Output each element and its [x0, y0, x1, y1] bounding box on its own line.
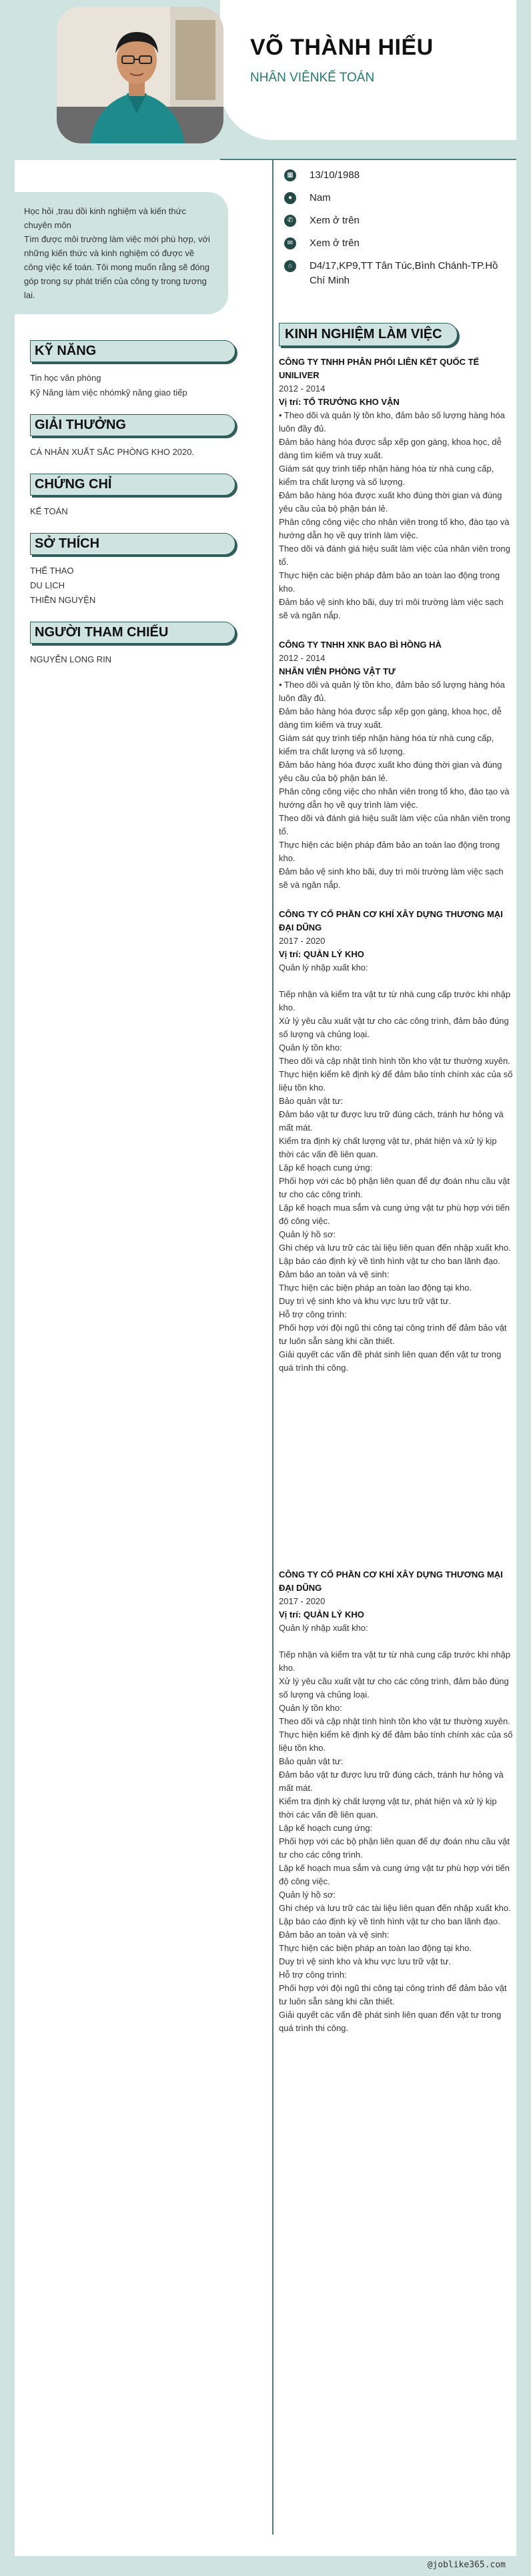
hobbies-section: [30, 533, 223, 607]
contact-address: [284, 259, 511, 288]
address-value: D4/17,KP9,TT Tân Túc,Bình Chánh-TP.Hồ Chí Minh: [310, 260, 498, 286]
job-duty-line: Thực hiện kiểm kê định kỳ để đảm bảo tính chính xác của số liệu tồn kho.: [279, 1069, 513, 1093]
job-duty-line: Đảm bảo hàng hóa được xuất kho đúng thời gian và đúng yêu cầu của bộ phận bán lẻ.: [279, 760, 502, 783]
job-duty-line: Giám sát quy trình tiếp nhận hàng hóa từ nhà cung cấp, kiểm tra chất lượng và số lượng.: [279, 733, 494, 756]
job-duty-line: Lập kế hoạch mua sắm và cung ứng vật tư phù hợp với tiến độ công việc.: [279, 1203, 510, 1226]
job-duty-line: Kiểm tra định kỳ chất lượng vật tư, phát hiện và xử lý kịp thời các vấn đề liên quan.: [279, 1136, 497, 1159]
skill-item: Tin học văn phòng: [30, 373, 101, 383]
job-duty-line: Đảm bảo hàng hóa được sắp xếp gọn gàng, khoa học, dễ dàng tìm kiếm và truy xuất.: [279, 437, 502, 460]
job-entry: [279, 356, 514, 622]
career-objective: [15, 192, 228, 314]
job-duty-line: Thực hiện các biện pháp đảm bảo an toàn lao động trong kho.: [279, 840, 500, 863]
job-position: NHÂN VIÊN PHÒNG VẬT TƯ: [279, 666, 396, 676]
references-section: [30, 622, 223, 666]
award-item: CÁ NHÂN XUẤT SẮC PHÒNG KHO 2020.: [30, 447, 195, 457]
job-entry: [279, 638, 514, 892]
job-duty-line: Ghi chép và lưu trữ các tài liệu liên quan đến nhập xuất kho.: [279, 1243, 511, 1253]
awards-section: [30, 414, 223, 459]
job-duty-line: Tiếp nhận và kiểm tra vật tư từ nhà cung cấp trước khi nhập kho.: [279, 1650, 511, 1673]
job-duty-line: Phân công công việc cho nhân viên trong tổ kho, đào tạo và hướng dẫn họ về quy trình làm việc.: [279, 517, 510, 540]
left-column: [30, 340, 223, 681]
job-period: 2012 - 2014: [279, 384, 326, 394]
job-duty-line: Đảm bảo vật tư được lưu trữ đúng cách, tránh hư hỏng và mất mát.: [279, 1770, 504, 1793]
job-duty-line: Lập báo cáo định kỳ về tình hình vật tư cho ban lãnh đạo.: [279, 1256, 500, 1266]
job-duty-line: Theo dõi và đánh giá hiệu suất làm việc của nhân viên trong tổ.: [279, 544, 510, 567]
experience-section: [279, 323, 514, 2035]
job-company: CÔNG TY TNHH XNK BAO BÌ HỒNG HÀ: [279, 640, 442, 650]
job-spacer: [279, 622, 514, 638]
skills-heading: KỸ NĂNG: [30, 340, 235, 362]
job-duty-line: Hỗ trợ công trình:: [279, 1970, 347, 1980]
contact-info: [284, 168, 511, 296]
job-entry: [279, 1568, 514, 2035]
job-duty-line: Bảo quản vật tư:: [279, 1756, 344, 1766]
job-duty-line: • Theo dõi và quản lý tồn kho, đảm bảo số lượng hàng hóa luôn đầy đủ.: [279, 410, 505, 434]
job-entry: [279, 908, 514, 1375]
job-duty-line: Xử lý yêu cầu xuất vật tư cho các công trình, đảm bảo đúng số lượng và chủng loại.: [279, 1016, 509, 1039]
job-duty-line: Lập kế hoạch cung ứng:: [279, 1163, 373, 1173]
skills-section: [30, 340, 223, 400]
experience-heading: KINH NGHIỆM LÀM VIỆC: [279, 323, 458, 346]
job-duty-line: Phân công công việc cho nhân viên trong tổ kho, đào tạo và hướng dẫn họ về quy trình làm việc.: [279, 786, 510, 810]
job-position: Vị trí: TỔ TRƯỞNG KHO VẬN: [279, 397, 400, 407]
blank-line: [279, 1635, 514, 1648]
job-duty-line: Thực hiện các biện pháp đảm bảo an toàn lao động trong kho.: [279, 570, 500, 594]
gender-value: Nam: [310, 192, 331, 203]
references-heading: NGƯỜI THAM CHIẾU: [30, 622, 235, 644]
certificate-item: KẾ TOÁN: [30, 506, 68, 516]
job-duty-line: Phối hợp với các bộ phận liên quan để dự đoán nhu cầu vật tư cho các công trình.: [279, 1836, 510, 1860]
job-duty-line: Xử lý yêu cầu xuất vật tư cho các công trình, đảm bảo đúng số lượng và chủng loại.: [279, 1676, 509, 1700]
right-border-rail: [516, 0, 531, 2576]
job-duty-line: Đảm bảo an toàn và vệ sinh:: [279, 1930, 390, 1940]
job-duty-line: • Theo dõi và quản lý tồn kho, đảm bảo số lượng hàng hóa luôn đầy đủ.: [279, 680, 505, 703]
calendar-icon: ▦: [284, 169, 296, 181]
job-duty-line: Theo dõi và đánh giá hiệu suất làm việc của nhân viên trong tổ.: [279, 813, 510, 836]
job-duty-line: Giải quyết các vấn đề phát sinh liên quan đến vật tư trong quá trình thi công.: [279, 2010, 502, 2033]
job-duty-line: Đảm bảo vệ sinh kho bãi, duy trì môi trường làm việc sạch sẽ và ngăn nắp.: [279, 597, 504, 620]
hobby-item: DU LỊCH: [30, 580, 65, 590]
location-icon: ⌂: [284, 260, 296, 272]
job-position: Vị trí: QUẢN LÝ KHO: [279, 949, 364, 959]
left-border-rail: [0, 0, 15, 2576]
skill-item: Kỹ Năng làm việc nhómkỹ năng giao tiếp: [30, 388, 187, 398]
job-duty-line: Đảm bảo hàng hóa được xuất kho đúng thời gian và đúng yêu cầu của bộ phận bán lẻ.: [279, 490, 502, 514]
job-duty-line: Giám sát quy trình tiếp nhận hàng hóa từ nhà cung cấp, kiểm tra chất lượng và số lượng.: [279, 464, 494, 487]
contact-gender: [284, 191, 511, 205]
certificates-section: [30, 474, 223, 518]
job-duty-line: Thực hiện các biện pháp an toàn lao động tại kho.: [279, 1943, 472, 1953]
phone-icon: ✆: [284, 215, 296, 227]
watermark: @joblike365.com: [427, 2560, 506, 2570]
job-duty-line: Quản lý nhập xuất kho:: [279, 962, 368, 973]
job-duty-line: Đảm bảo hàng hóa được sắp xếp gọn gàng, khoa học, dễ dàng tìm kiếm và truy xuất.: [279, 706, 502, 730]
job-company: CÔNG TY TNHH PHÂN PHỐI LIÊN KẾT QUỐC TẾ UNILIVER: [279, 357, 480, 380]
job-spacer: [279, 1375, 514, 1568]
job-duty-line: Bảo quản vật tư:: [279, 1096, 344, 1106]
phone-value: Xem ở trên: [310, 215, 360, 226]
candidate-job-title: NHÂN VIÊNKẾ TOÁN: [250, 71, 375, 85]
avatar: [57, 7, 223, 143]
job-duty-line: Kiểm tra định kỳ chất lượng vật tư, phát hiện và xử lý kịp thời các vấn đề liên quan.: [279, 1796, 497, 1820]
job-duty-line: Tiếp nhận và kiểm tra vật tư từ nhà cung cấp trước khi nhập kho.: [279, 989, 511, 1013]
contact-phone: [284, 213, 511, 228]
email-icon: ✉: [284, 237, 296, 249]
job-period: 2017 - 2020: [279, 1596, 326, 1606]
objective-text: Học hỏi ,trau dồi kinh nghiệm và kiến thức chuyên môn Tìm được môi trường làm việc mới phù hợp, với những kiến thức và kinh nghiệm có được về công việc kế toán. Tôi mong muốn rằng sẽ đóng góp trong sự phát triển của công ty trong tương lai.: [24, 206, 210, 300]
header-divider: [220, 159, 516, 160]
job-company: CÔNG TY CỔ PHẦN CƠ KHÍ XÂY DỰNG THƯƠNG MẠI ĐẠI DŨNG: [279, 909, 503, 932]
job-duty-line: Theo dõi và cập nhật tình hình tồn kho vật tư thường xuyên.: [279, 1716, 510, 1726]
hobby-item: THIỀN NGUYỆN: [30, 595, 96, 605]
job-duty-line: Lập báo cáo định kỳ về tình hình vật tư cho ban lãnh đạo.: [279, 1916, 500, 1926]
job-duty-line: Đảm bảo vệ sinh kho bãi, duy trì môi trường làm việc sạch sẽ và ngăn nắp.: [279, 866, 504, 890]
job-period: 2012 - 2014: [279, 653, 326, 663]
job-duty-line: Theo dõi và cập nhật tình hình tồn kho vật tư thường xuyên.: [279, 1056, 510, 1066]
job-duty-line: Quản lý hồ sơ:: [279, 1229, 336, 1239]
email-value: Xem ở trên: [310, 237, 360, 249]
job-duty-line: Thực hiện kiểm kê định kỳ để đảm bảo tính chính xác của số liệu tồn kho.: [279, 1730, 513, 1753]
job-duty-line: Quản lý nhập xuất kho:: [279, 1623, 368, 1633]
job-duty-line: Hỗ trợ công trình:: [279, 1309, 347, 1319]
candidate-name: VÕ THÀNH HIẾU: [250, 35, 434, 60]
hobbies-heading: SỞ THÍCH: [30, 533, 235, 555]
reference-item: NGUYỄN LONG RIN: [30, 654, 112, 664]
job-duty-line: Duy trì vệ sinh kho và khu vực lưu trữ vật tư.: [279, 1956, 452, 1966]
hobby-item: THỂ THAO: [30, 566, 74, 576]
job-company: CÔNG TY CỔ PHẦN CƠ KHÍ XÂY DỰNG THƯƠNG MẠI ĐẠI DŨNG: [279, 1569, 503, 1593]
job-duty-line: Lập kế hoạch cung ứng:: [279, 1823, 373, 1833]
column-divider: [272, 160, 274, 2535]
certificates-heading: CHỨNG CHỈ: [30, 474, 235, 496]
job-duty-line: Phối hợp với đội ngũ thi công tại công trình để đảm bảo vật tư luôn sẵn sàng khi cần thiết.: [279, 1323, 507, 1346]
job-duty-line: Phối hợp với các bộ phận liên quan để dự đoán nhu cầu vật tư cho các công trình.: [279, 1176, 510, 1199]
job-duty-line: Đảm bảo an toàn và vệ sinh:: [279, 1269, 390, 1279]
gender-icon: ●: [284, 192, 296, 204]
job-spacer: [279, 892, 514, 908]
job-duty-line: Phối hợp với đội ngũ thi công tại công trình để đảm bảo vật tư luôn sẵn sàng khi cần thiết.: [279, 1983, 507, 2006]
job-duty-line: Thực hiện các biện pháp an toàn lao động tại kho.: [279, 1283, 472, 1293]
contact-birthday: [284, 168, 511, 183]
job-duty-line: Ghi chép và lưu trữ các tài liệu liên quan đến nhập xuất kho.: [279, 1903, 511, 1913]
job-duty-line: Quản lý hồ sơ:: [279, 1890, 336, 1900]
contact-email: [284, 236, 511, 251]
job-period: 2017 - 2020: [279, 936, 326, 946]
awards-heading: GIẢI THƯỞNG: [30, 414, 235, 436]
job-duty-line: Giải quyết các vấn đề phát sinh liên quan đến vật tư trong quá trình thi công.: [279, 1349, 502, 1373]
job-position: Vị trí: QUẢN LÝ KHO: [279, 1609, 364, 1620]
job-duty-line: Lập kế hoạch mua sắm và cung ứng vật tư phù hợp với tiến độ công việc.: [279, 1863, 510, 1886]
job-duty-line: Quản lý tồn kho:: [279, 1043, 342, 1053]
blank-line: [279, 975, 514, 988]
job-duty-line: Duy trì vệ sinh kho và khu vực lưu trữ vật tư.: [279, 1296, 452, 1306]
header-name-panel: [220, 0, 516, 140]
job-duty-line: Đảm bảo vật tư được lưu trữ đúng cách, tránh hư hỏng và mất mát.: [279, 1109, 504, 1133]
birthday-value: 13/10/1988: [310, 169, 360, 181]
job-duty-line: Quản lý tồn kho:: [279, 1703, 342, 1713]
